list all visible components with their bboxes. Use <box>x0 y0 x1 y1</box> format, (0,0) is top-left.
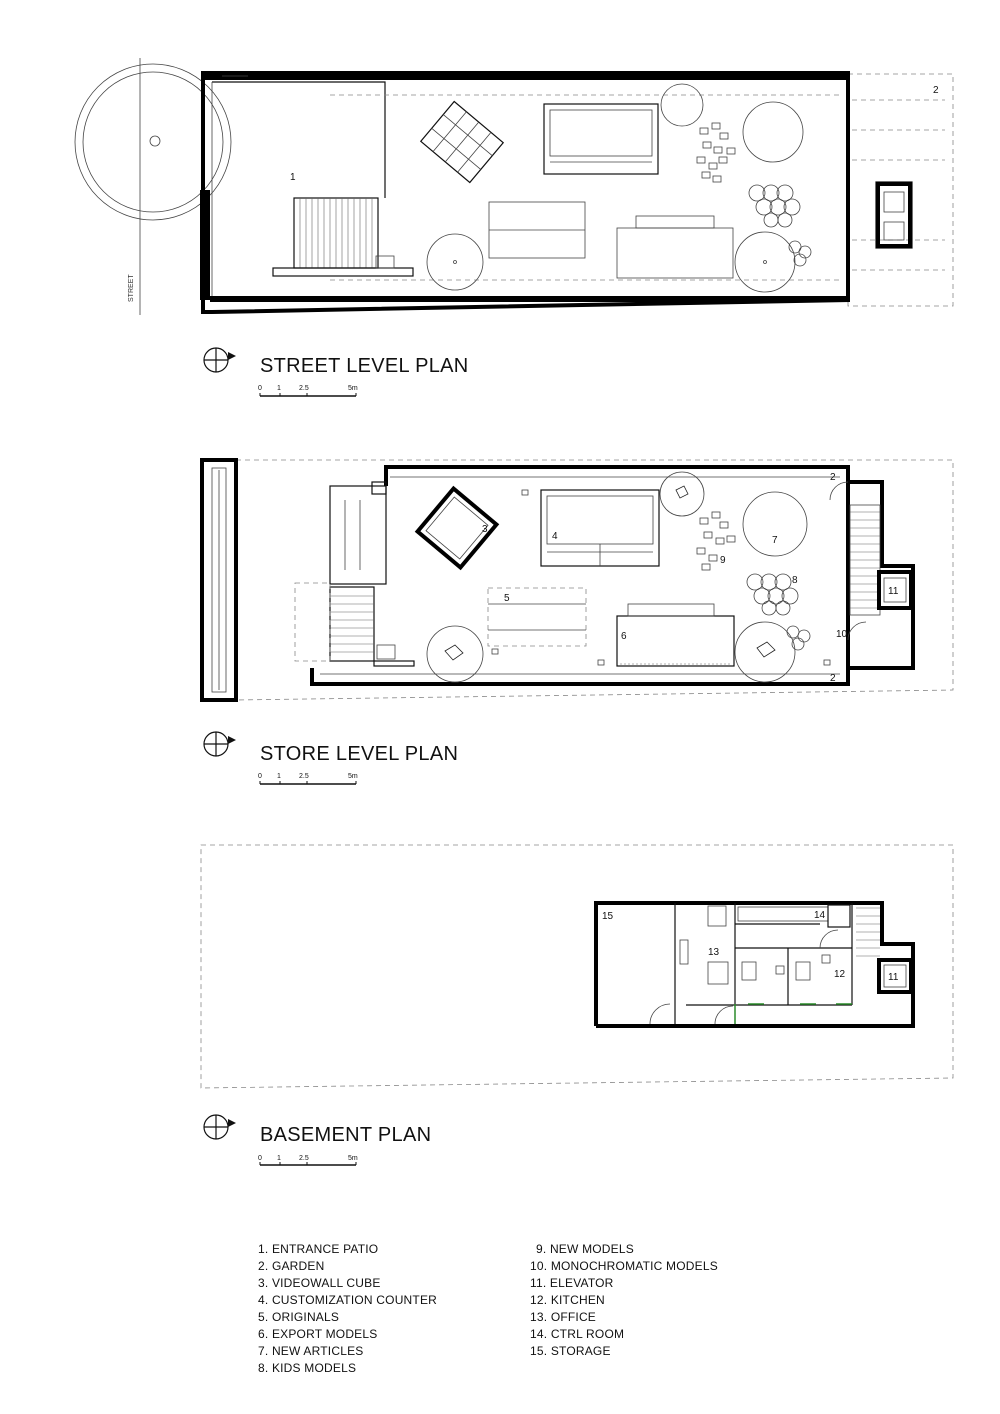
legend-item: 11. ELEVATOR <box>530 1276 614 1290</box>
room-number-2a: 2 <box>830 472 836 483</box>
svg-text:0: 0 <box>258 773 262 780</box>
legend-item: 6. EXPORT MODELS <box>258 1327 378 1341</box>
legend-item: 2. GARDEN <box>258 1259 325 1273</box>
svg-text:1: 1 <box>277 773 281 780</box>
room-number-12: 12 <box>834 969 846 980</box>
legend-item: 1. ENTRANCE PATIO <box>258 1242 379 1256</box>
svg-text:1: 1 <box>277 385 281 392</box>
street-label: STREET <box>128 274 135 302</box>
legend-item: 10. MONOCHROMATIC MODELS <box>530 1259 718 1273</box>
legend-item: 14. CTRL ROOM <box>530 1327 625 1341</box>
legend-item: 8. KIDS MODELS <box>258 1361 357 1375</box>
store-level-plan <box>202 460 953 784</box>
legend-item: 13. OFFICE <box>530 1310 597 1324</box>
room-number-11: 11 <box>888 586 899 597</box>
legend-item: 9. NEW MODELS <box>536 1242 634 1256</box>
svg-text:5m: 5m <box>348 773 358 780</box>
legend <box>258 1242 718 1375</box>
legend-item: 3. VIDEOWALL CUBE <box>258 1276 381 1290</box>
room-number-1: 1 <box>290 172 296 183</box>
room-number-15: 15 <box>602 911 614 922</box>
svg-text:2.5: 2.5 <box>299 773 309 780</box>
plan-title-street: STREET LEVEL PLAN <box>260 355 469 377</box>
room-number-7: 7 <box>772 535 778 546</box>
room-number-8: 8 <box>792 575 798 586</box>
legend-item: 15. STORAGE <box>530 1344 611 1358</box>
room-number-13: 13 <box>708 947 720 958</box>
legend-item: 5. ORIGINALS <box>258 1310 340 1324</box>
room-number-11: 11 <box>888 972 899 983</box>
svg-text:2.5: 2.5 <box>299 385 309 392</box>
room-number-5: 5 <box>504 593 510 604</box>
legend-item: 4. CUSTOMIZATION COUNTER <box>258 1293 438 1307</box>
room-number-10: 10 <box>836 629 848 640</box>
room-number-6: 6 <box>621 631 627 642</box>
room-number-3: 3 <box>482 524 488 535</box>
svg-text:2.5: 2.5 <box>299 1155 309 1162</box>
svg-text:1: 1 <box>277 1155 281 1162</box>
legend-item: 12. KITCHEN <box>530 1293 605 1307</box>
scale-bar <box>258 1155 358 1165</box>
svg-text:0: 0 <box>258 1155 262 1162</box>
north-arrow-icon <box>204 348 236 372</box>
north-arrow-icon <box>204 1115 236 1139</box>
basement-plan <box>201 845 953 1165</box>
svg-text:0: 0 <box>258 385 262 392</box>
svg-text:5m: 5m <box>348 1155 358 1162</box>
room-number-2b: 2 <box>830 673 836 684</box>
plan-title-store: STORE LEVEL PLAN <box>260 743 459 765</box>
room-number-9: 9 <box>720 555 726 566</box>
room-number-2: 2 <box>933 85 939 96</box>
north-arrow-icon <box>204 732 236 756</box>
room-number-14: 14 <box>814 910 826 921</box>
street-level-plan <box>75 58 953 396</box>
legend-item: 7. NEW ARTICLES <box>258 1344 364 1358</box>
room-number-4: 4 <box>552 531 558 542</box>
scale-bar <box>258 385 358 396</box>
plan-title-basement: BASEMENT PLAN <box>260 1124 432 1146</box>
svg-text:5m: 5m <box>348 385 358 392</box>
scale-bar <box>258 773 358 784</box>
